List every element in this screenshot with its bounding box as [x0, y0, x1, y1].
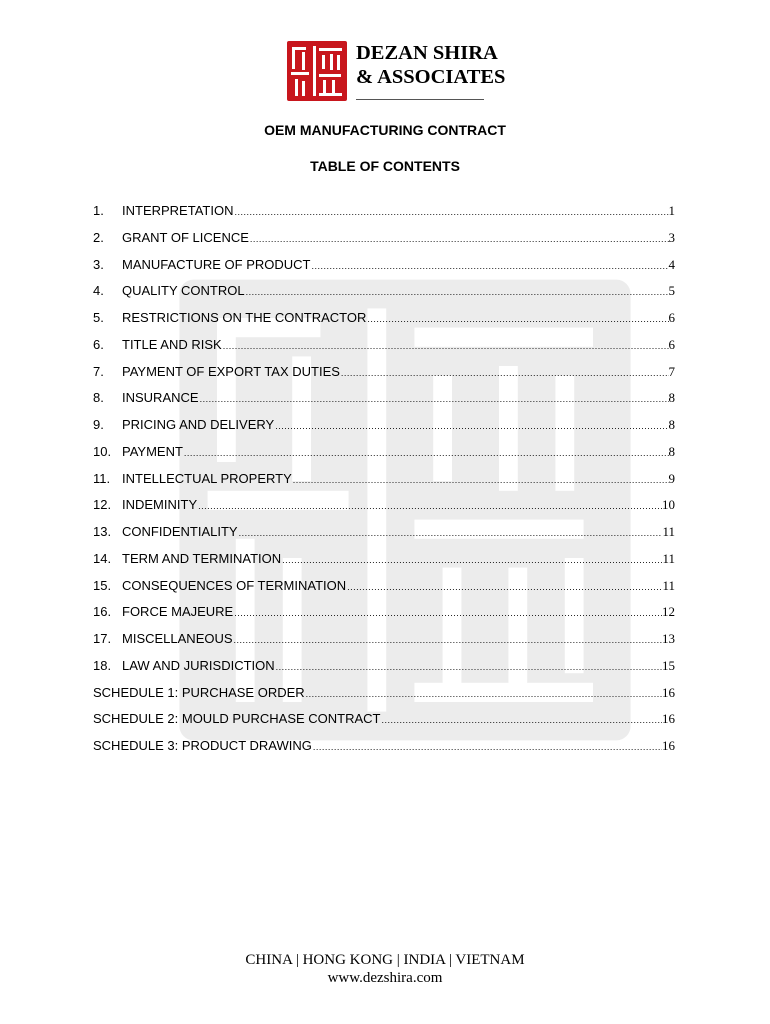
toc-dot-leader [274, 421, 668, 431]
toc-dot-leader [281, 555, 662, 565]
toc-entry-number: 18. [93, 657, 112, 673]
toc-entry-number: 7. [93, 363, 104, 379]
toc-dot-leader [340, 368, 669, 378]
toc-entry-label: TITLE AND RISK [122, 336, 222, 352]
toc-entry-label: LAW AND JURISDICTION [122, 657, 275, 673]
toc-entry-page: 11 [662, 577, 675, 593]
toc-entry-number: 15. [93, 577, 112, 593]
toc-entry[interactable] [93, 444, 675, 471]
toc-entry-page: 11 [662, 524, 675, 539]
footer-website[interactable]: www.dezshira.com [327, 970, 443, 986]
toc-entry[interactable] [93, 604, 675, 631]
toc-entry-page: 6 [668, 336, 675, 352]
toc-entry-label: SCHEDULE 2: MOULD PURCHASE CONTRACT [93, 711, 381, 727]
toc-entry-page: 15 [662, 657, 675, 673]
toc-dot-leader [233, 207, 668, 217]
toc-dot-leader [233, 635, 662, 645]
toc-entry-page: 6 [668, 310, 675, 325]
toc-entry-number: 8. [93, 390, 104, 406]
toc-entry-number: 2. [93, 229, 104, 245]
toc-dot-leader [233, 608, 662, 618]
toc-entry-page: 16 [662, 684, 675, 700]
toc-entry-number: 3. [93, 256, 104, 272]
toc-entry-label: RESTRICTIONS ON THE CONTRACTOR [122, 310, 367, 325]
toc-entry[interactable] [93, 578, 675, 605]
footer [0, 951, 770, 987]
toc-entry-number: 6. [93, 336, 104, 352]
toc-dot-leader [292, 475, 669, 485]
toc-entry[interactable] [93, 364, 675, 391]
toc-entry-number: 1. [93, 203, 104, 218]
toc-entry[interactable] [93, 685, 675, 712]
seal-stamp-icon [286, 40, 348, 102]
toc-dot-leader [275, 662, 662, 672]
toc-dot-leader [312, 742, 662, 752]
toc-entry-label: MANUFACTURE OF PRODUCT [122, 256, 311, 272]
toc-entry-page: 1 [668, 203, 675, 218]
toc-entry-label: INSURANCE [122, 390, 199, 406]
toc-dot-leader [311, 261, 669, 271]
brand-name [356, 41, 506, 89]
toc-entry[interactable] [93, 257, 675, 284]
toc-entry-page: 8 [668, 443, 675, 459]
toc-entry-number: 5. [93, 310, 104, 325]
toc-entry-page: 8 [668, 390, 675, 406]
toc-entry-number: 14. [93, 550, 112, 566]
toc-entry[interactable] [93, 471, 675, 498]
toc-entry-page: 10 [662, 497, 675, 513]
toc-entry-page: 9 [668, 470, 675, 486]
toc-dot-leader [238, 528, 663, 538]
brand-line-2: & ASSOCIATES [356, 66, 506, 88]
toc-entry-label: SCHEDULE 3: PRODUCT DRAWING [93, 738, 312, 753]
toc-entry-page: 12 [662, 604, 675, 620]
toc-dot-leader [222, 341, 669, 351]
toc-entry-label: PRICING AND DELIVERY [122, 417, 275, 432]
toc-dot-leader [183, 448, 669, 458]
toc-entry[interactable] [93, 283, 675, 310]
toc-entry-number: 9. [93, 417, 104, 432]
toc-entry-page: 16 [662, 738, 675, 753]
brand-underline [356, 99, 484, 100]
toc-entry[interactable] [93, 417, 675, 444]
toc-dot-leader [199, 394, 669, 404]
toc-entry-page: 4 [668, 256, 675, 272]
toc-entry-label: QUALITY CONTROL [122, 283, 245, 299]
toc-dot-leader [346, 582, 662, 592]
toc-entry-number: 4. [93, 283, 104, 299]
toc-entry-label: MISCELLANEOUS [122, 631, 233, 646]
toc-dot-leader [381, 715, 663, 725]
toc-entry-label: SCHEDULE 1: PURCHASE ORDER [93, 684, 305, 700]
toc-entry-label: CONFIDENTIALITY [122, 524, 238, 539]
toc-entry[interactable] [93, 711, 675, 738]
toc-entry[interactable] [93, 497, 675, 524]
toc-entry-number: 16. [93, 604, 112, 620]
brand-line-1: DEZAN SHIRA [356, 42, 498, 64]
toc-entry[interactable] [93, 390, 675, 417]
toc-dot-leader [366, 314, 668, 324]
toc-entry-page: 16 [662, 711, 675, 727]
toc-dot-leader [249, 234, 669, 244]
document-title: OEM MANUFACTURING CONTRACT [264, 122, 506, 138]
toc-entry-page: 8 [668, 417, 675, 432]
toc-heading: TABLE OF CONTENTS [310, 158, 460, 174]
toc-entry-label: INTELLECTUAL PROPERTY [122, 470, 292, 486]
toc-entry-number: 13. [93, 524, 112, 539]
toc-entry[interactable] [93, 310, 675, 337]
toc-entry-label: GRANT OF LICENCE [122, 229, 249, 245]
toc-entry[interactable] [93, 658, 675, 685]
toc-entry-page: 11 [662, 550, 675, 566]
toc-entry-label: PAYMENT [122, 443, 183, 459]
toc-entry-label: CONSEQUENCES OF TERMINATION [122, 577, 347, 593]
toc-entry-label: FORCE MAJEURE [122, 604, 234, 620]
toc-entry[interactable] [93, 738, 675, 765]
toc-entry-number: 10. [93, 443, 112, 459]
toc-entry-label: PAYMENT OF EXPORT TAX DUTIES [122, 363, 340, 379]
toc-entry-label: TERM AND TERMINATION [122, 550, 282, 566]
toc-entry[interactable] [93, 230, 675, 257]
toc-entry[interactable] [93, 551, 675, 578]
toc-entry-number: 11. [93, 470, 111, 486]
toc-entry-page: 13 [662, 631, 675, 646]
toc-dot-leader [305, 689, 662, 699]
table-of-contents [93, 203, 675, 765]
toc-entry-number: 17. [93, 631, 112, 646]
toc-dot-leader [197, 501, 662, 511]
toc-entry-number: 12. [93, 497, 112, 513]
toc-entry[interactable] [93, 203, 675, 230]
toc-entry[interactable] [93, 337, 675, 364]
toc-entry[interactable] [93, 631, 675, 658]
footer-locations: CHINA | HONG KONG | INDIA | VIETNAM [245, 952, 525, 968]
toc-entry-label: INDEMINITY [122, 497, 198, 513]
toc-entry-page: 5 [668, 283, 675, 299]
toc-dot-leader [245, 287, 669, 297]
toc-entry-page: 3 [668, 229, 675, 245]
toc-entry-page: 7 [668, 363, 675, 379]
toc-entry[interactable] [93, 524, 675, 551]
toc-entry-label: INTERPRETATION [122, 203, 234, 218]
